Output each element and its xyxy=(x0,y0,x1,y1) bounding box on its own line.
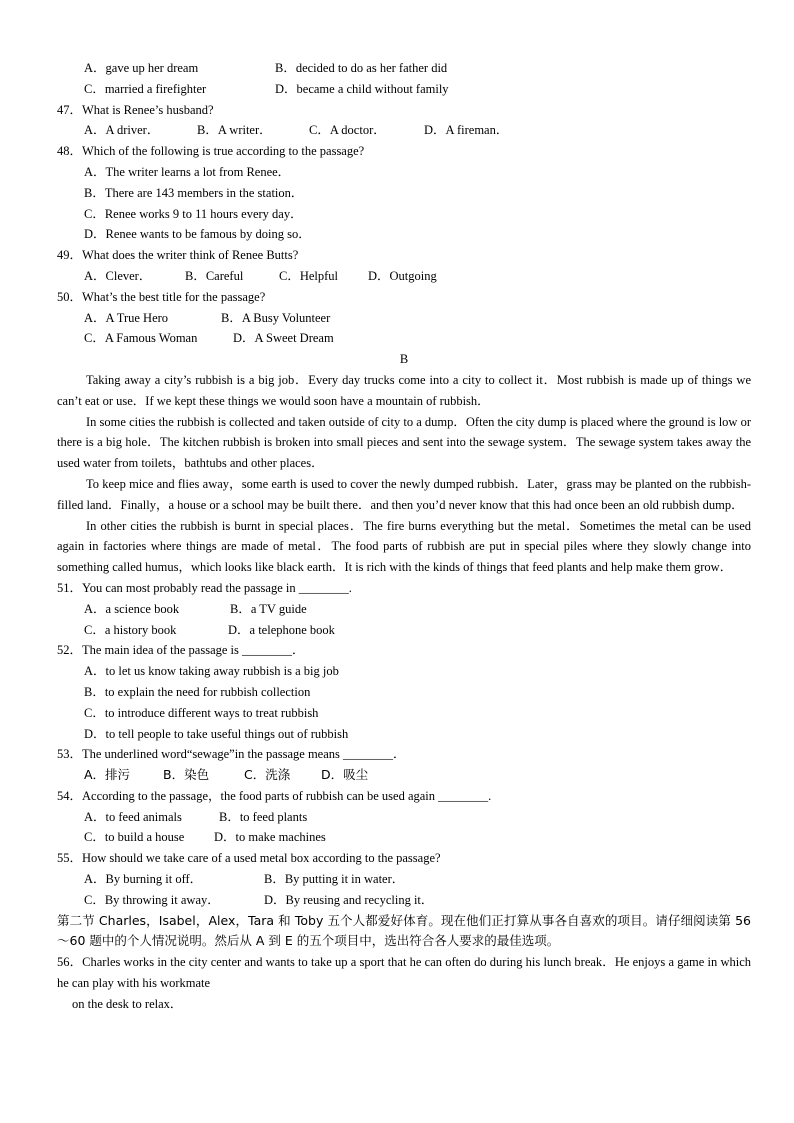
q49-options xyxy=(57,266,751,287)
q49-option-a: A．Clever． xyxy=(84,268,152,283)
q53-option-c: C．洗涤 xyxy=(244,767,291,783)
q55-option-a: A．By burning it off． xyxy=(84,872,203,887)
q51-options-row-1 xyxy=(57,599,751,620)
q47-option-b: B．A writer． xyxy=(197,123,272,138)
q50-option-c: C．A Famous Woman xyxy=(84,331,198,346)
q55-option-c: C．By throwing it away． xyxy=(84,892,220,907)
q54-option-a: A．to feed animals xyxy=(84,809,182,824)
q50-options-row-1 xyxy=(57,308,751,329)
q49-option-d: D．Outgoing xyxy=(368,268,437,283)
q53-option-d: D．吸尘 xyxy=(321,767,369,783)
q47-option-a: A．A driver． xyxy=(84,123,160,138)
exam-page xyxy=(57,58,751,1015)
q54-option-b: B．to feed plants xyxy=(219,809,308,824)
q52-option-b: B．to explain the need for rubbish collection xyxy=(84,684,311,699)
q47-stem: 47．What is Renee’s husband? xyxy=(57,102,214,117)
q50-option-d: D．A Sweet Dream xyxy=(233,331,334,346)
q50-option-a: A．A True Hero xyxy=(84,310,169,325)
q47-option-d: D．A fireman． xyxy=(424,123,509,138)
passage-paragraph-4: In other cities the rubbish is burnt in special places．The fire burns everything but the metal．Sometimes the metal can be used again in factories where things are made of metal．The food parts of rubbish are put in special piles where they slowly change into something called humus，which looks like black earth．It is rich with the kinds of things that feed plants and help make them grow． xyxy=(57,518,751,575)
q55-stem: 55．How should we take care of a used metal box according to the passage? xyxy=(57,851,441,866)
section-2-instructions: 第二节 Charles，Isabel，Alex，Tara 和 Toby 五个人都爱好体育。现在他们正打算从事各自喜欢的项目。请仔细阅读第 56～60 题中的个人情况说明。然后从 A 到 E 的五个项目中，选出符合各人要求的最佳选项。 xyxy=(57,912,751,949)
q48-option-c: C．Renee works 9 to 11 hours every day． xyxy=(84,206,303,221)
passage-paragraph-1: Taking away a city’s rubbish is a big job．Every day trucks come into a city to collect it．Most rubbish is made up of things we can’t eat or use．If we kept these things we would soon have a mountain of rubbish． xyxy=(57,372,751,408)
q47-option-c: C．A doctor． xyxy=(309,123,386,138)
passage-paragraph-2: In some cities the rubbish is collected and taken outside of city to a dump．Often the city dump is placed where the ground is low or there is a big hole．The kitchen rubbish is broken into small pieces and sent into the sewage system．The sewage system takes away the used water from toilets，bathtubs and other places． xyxy=(57,414,751,471)
q46-options-row-2 xyxy=(57,79,751,100)
q46-options-row-1 xyxy=(57,58,751,79)
q52-stem: 52．The main idea of the passage is ________． xyxy=(57,643,305,658)
q53-stem: 53．The underlined word“sewage”in the passage means ________． xyxy=(57,747,406,762)
q53-option-b: B．染色 xyxy=(163,767,210,783)
q48-option-d: D．Renee wants to be famous by doing so． xyxy=(84,227,311,242)
q46-option-b: B．decided to do as her father did xyxy=(275,61,448,75)
q51-option-a: A．a science book xyxy=(84,601,180,616)
q53-option-a: A．排污 xyxy=(84,767,131,783)
q52-option-c: C．to introduce different ways to treat rubbish xyxy=(84,705,319,720)
section-b-heading: B xyxy=(399,352,409,367)
q50-option-b: B．A Busy Volunteer xyxy=(221,310,331,325)
q49-option-c: C．Helpful xyxy=(279,268,339,283)
q51-option-c: C．a history book xyxy=(84,622,177,637)
q46-option-a: A．gave up her dream xyxy=(84,61,199,75)
q49-option-b: B．Careful xyxy=(185,268,244,283)
q56-text-continued: on the desk to relax． xyxy=(72,996,183,1011)
passage-paragraph-3: To keep mice and flies away，some earth is used to cover the newly dumped rubbish．Later，grass may be planted on the rubbish-filled land．Finally，a house or a school may be built there．and then you’d never know that this had once been an old rubbish dump． xyxy=(57,476,751,512)
q51-options-row-2 xyxy=(57,620,751,641)
q50-options-row-2 xyxy=(57,328,751,349)
q46-option-c: C．married a firefighter xyxy=(84,81,207,96)
q49-stem: 49．What does the writer think of Renee Butts? xyxy=(57,248,299,263)
q54-options-row-2 xyxy=(57,827,751,848)
q46-option-d: D．became a child without family xyxy=(275,81,449,96)
q54-options-row-1 xyxy=(57,807,751,828)
q48-option-b: B．There are 143 members in the station． xyxy=(84,185,304,200)
q55-options-row-2 xyxy=(57,890,751,911)
q51-option-b: B．a TV guide xyxy=(230,601,307,616)
q54-stem: 54．According to the passage，the food parts of rubbish can be used again ________. xyxy=(57,788,492,803)
q52-option-a: A．to let us know taking away rubbish is a big job xyxy=(84,664,339,679)
q51-stem: 51．You can most probably read the passage in ________. xyxy=(57,580,352,595)
q55-option-b: B．By putting it in water． xyxy=(264,872,405,887)
q50-stem: 50．What’s the best title for the passage? xyxy=(57,289,266,304)
q55-options-row-1 xyxy=(57,869,751,890)
q54-option-c: C．to build a house xyxy=(84,830,185,845)
q52-option-d: D．to tell people to take useful things out of rubbish xyxy=(84,726,349,741)
q55-option-d: D．By reusing and recycling it． xyxy=(264,892,434,907)
q56-text: 56．Charles works in the city center and wants to take up a sport that he can often do during his lunch break．He enjoys a game in which he can play with his workmate xyxy=(57,955,751,991)
q48-option-a: A．The writer learns a lot from Renee． xyxy=(84,164,291,179)
q53-options xyxy=(57,765,751,786)
q51-option-d: D．a telephone book xyxy=(228,622,335,637)
q47-options xyxy=(57,120,751,141)
q54-option-d: D．to make machines xyxy=(214,830,326,845)
q48-stem: 48．Which of the following is true according to the passage? xyxy=(57,144,365,159)
